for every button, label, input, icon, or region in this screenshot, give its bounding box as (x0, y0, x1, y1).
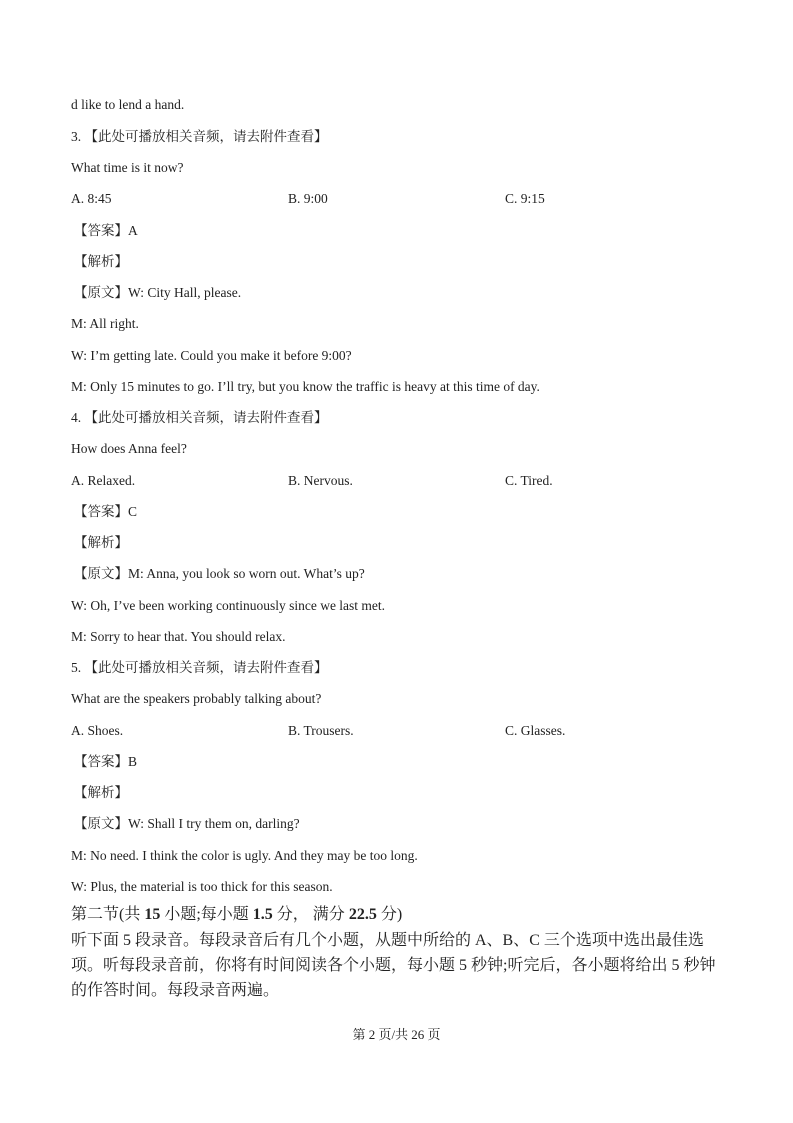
question-4-audio-prompt[interactable]: 4. 【此处可播放相关音频，请去附件查看】 (71, 410, 328, 425)
analysis-label: 【解析】 (74, 254, 128, 269)
option-b: B. 9:00 (288, 191, 328, 206)
transcript-line: M: All right. (71, 316, 139, 331)
analysis-label: 【解析】 (74, 535, 128, 550)
question-3-audio-prompt[interactable]: 3. 【此处可播放相关音频，请去附件查看】 (71, 129, 328, 144)
answer-label: 【答案】C (74, 504, 138, 519)
option-a: A. Relaxed. (71, 473, 136, 488)
transcript-line: W: Oh, I’ve been working continuously since we last met. (71, 598, 386, 613)
transcript-line: 【原文】W: Shall I try them on, darling? (74, 816, 300, 831)
question-5-audio-prompt[interactable]: 5. 【此处可播放相关音频，请去附件查看】 (71, 660, 328, 675)
option-c: C. Tired. (505, 473, 553, 488)
option-a: A. Shoes. (71, 723, 124, 738)
transcript-line: 【原文】W: City Hall, please. (74, 285, 242, 300)
transcript-line: M: Only 15 minutes to go. I’ll try, but you know the traffic is heavy at this time of day. (71, 379, 540, 394)
section-instructions: 听下面 5 段录音。每段录音后有几个小题，从题中所给的 A、B、C 三个选项中选出最佳选项。听每段录音前，你将有时间阅读各个小题，每小题 5 秒钟;听完后，各小题将给出 5 秒钟的作答时间。每段录音两遍。 (71, 932, 716, 999)
option-b: B. Trousers. (288, 723, 354, 738)
question-4-stem: How does Anna feel? (71, 441, 187, 456)
transcript-line: M: Sorry to hear that. You should relax. (71, 629, 286, 644)
option-c: C. 9:15 (505, 191, 545, 206)
option-b: B. Nervous. (288, 473, 353, 488)
text-line: d like to lend a hand. (71, 97, 185, 112)
transcript-line: M: No need. I think the color is ugly. And they may be too long. (71, 848, 418, 863)
question-5-stem: What are the speakers probably talking about? (71, 691, 322, 706)
transcript-line: W: I’m getting late. Could you make it before 9:00? (71, 348, 352, 363)
option-c: C. Glasses. (505, 723, 566, 738)
analysis-label: 【解析】 (74, 785, 128, 800)
section-heading: 第二节(共 15 小题;每小题 1.5 分， 满分 22.5 分) (71, 906, 403, 923)
answer-label: 【答案】A (74, 223, 138, 238)
page-footer: 第 2 页/共 26 页 (352, 1027, 441, 1042)
transcript-line: 【原文】M: Anna, you look so worn out. What’s up? (74, 566, 365, 581)
answer-label: 【答案】B (74, 754, 138, 769)
transcript-line: W: Plus, the material is too thick for this season. (71, 879, 333, 894)
option-a: A. 8:45 (71, 191, 112, 206)
question-3-stem: What time is it now? (71, 160, 184, 175)
